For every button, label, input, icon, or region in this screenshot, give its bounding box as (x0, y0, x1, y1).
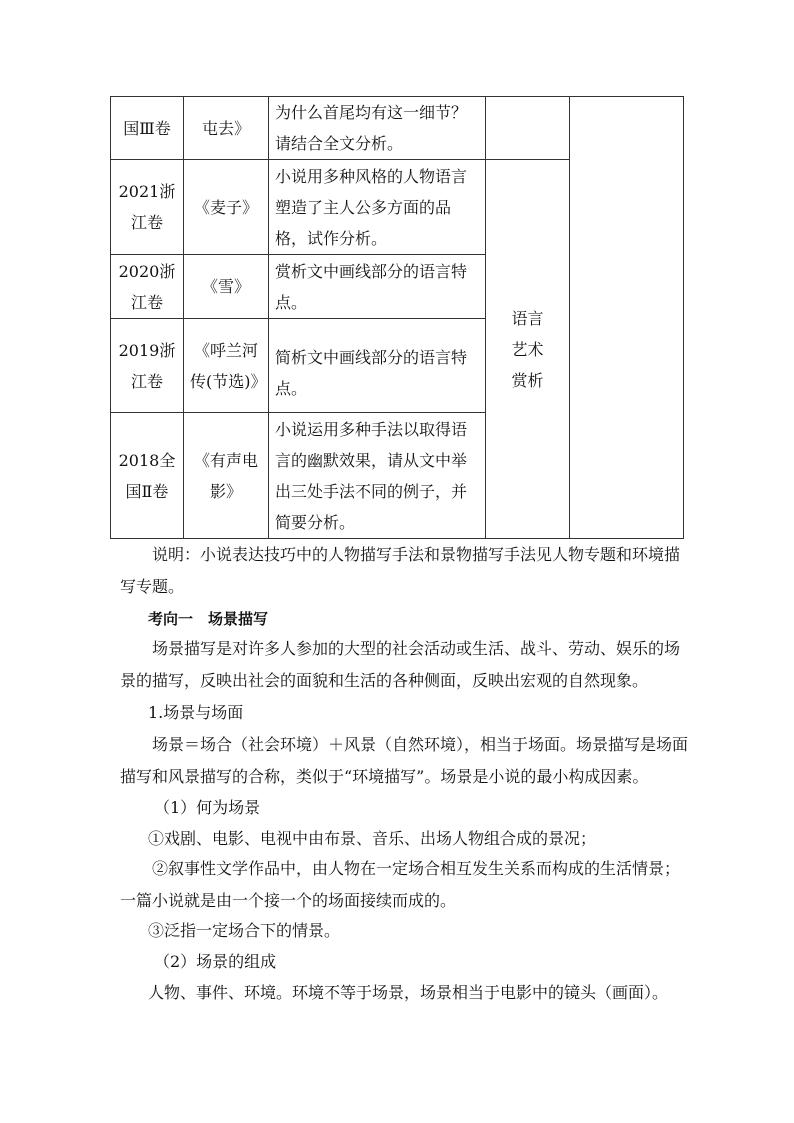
question-cell: 赏析文中画线部分的语言特点。 (269, 255, 486, 319)
category-label: 语言艺术赏析 (511, 308, 544, 390)
q1-heading: （1）何为场景 (154, 798, 261, 817)
exam-year-cell: 2019浙江卷 (111, 319, 184, 413)
text-title-cell: 屯去》 (184, 97, 269, 160)
blank-column-cell (570, 97, 684, 539)
q2-heading: （2）场景的组成 (154, 952, 277, 971)
exam-question-table (110, 96, 684, 539)
exam-year-cell: 2020浙江卷 (111, 255, 184, 319)
table-row (111, 97, 684, 160)
exam-year-cell: 2018全国Ⅱ卷 (111, 413, 184, 539)
intro-paragraph: 场景描写是对许多人参加的大型的社会活动或生活、战斗、劳动、娱乐的场景的描写，反映出社会的面貌和生活的各种侧面，反映出宏观的自然现象。 (120, 639, 681, 690)
question-cell: 小说用多种风格的人物语言塑造了主人公多方面的品格，试作分析。 (269, 160, 486, 255)
subheading-scene-and-setting: 1.场景与场面 (148, 703, 244, 722)
note-paragraph: 说明：小说表达技巧中的人物描写手法和景物描写手法见人物专题和环境描写专题。 (120, 545, 681, 596)
q1-item-3: ③泛指一定场合下的情景。 (148, 921, 341, 940)
text-title-cell: 《有声电影》 (184, 413, 269, 539)
q1-item-2: ②叙事性文学作品中，由人物在一定场合相互发生关系而构成的生活情景；一篇小说就是由一个接一个的场面接续而成的。 (120, 859, 681, 910)
question-cell: 为什么首尾均有这一细节？请结合全文分析。 (269, 97, 486, 160)
definition-paragraph: 场景＝场合（社会环境）＋风景（自然环境），相当于场面。场景描写是场面描写和风景描写的合称，类似于“环境描写”。场景是小说的最小构成因素。 (120, 735, 689, 786)
empty-cell (486, 97, 570, 160)
exam-year-cell: 2021浙江卷 (111, 160, 184, 255)
section-heading: 考向一 场景描写 (148, 610, 269, 628)
question-cell: 小说运用多种手法以取得语言的幽默效果，请从文中举出三处手法不同的例子，并简要分析。 (269, 413, 486, 539)
text-title-cell: 《雪》 (184, 255, 269, 319)
q2-paragraph: 人物、事件、环境。环境不等于场景，场景相当于电影中的镜头（画面）。 (148, 983, 669, 1002)
category-cell (486, 160, 570, 539)
question-cell: 简析文中画线部分的语言特点。 (269, 319, 486, 413)
text-title-cell: 《麦子》 (184, 160, 269, 255)
q1-item-1: ①戏剧、电影、电视中由布景、音乐、出场人物组合成的景况； (148, 829, 597, 848)
exam-year-cell: 国Ⅲ卷 (111, 97, 184, 160)
text-title-cell: 《呼兰河传(节选)》 (184, 319, 269, 413)
